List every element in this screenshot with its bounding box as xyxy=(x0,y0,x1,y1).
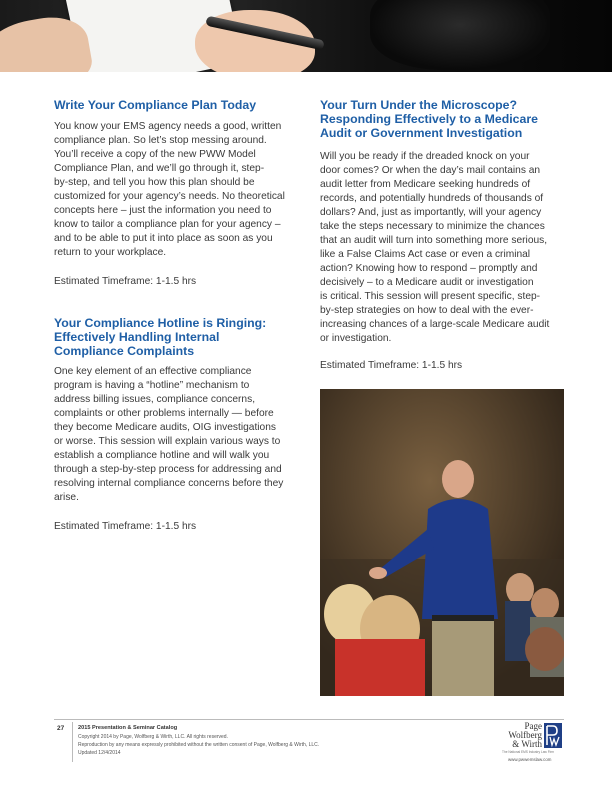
logo-line: Page xyxy=(524,721,542,731)
logo-line: & Wirth xyxy=(512,739,542,749)
body-line: and to be able to put it into place as soon as you xyxy=(54,233,273,244)
body-line: increasing chances of a large-scale Medicare audit xyxy=(320,319,550,330)
chair-shape xyxy=(370,0,550,70)
body-line: dollars? And, just as importantly, will your agency xyxy=(320,207,542,218)
page-number: 27 xyxy=(57,725,65,732)
heading-line: Responding Effectively to a Medicare xyxy=(320,112,538,126)
body-line: decisively – to a Medicare audit or investigation xyxy=(320,277,534,288)
body-line: know to tailor a compliance plan for your agency – xyxy=(54,219,281,230)
body-line: or investigation. xyxy=(320,333,392,344)
body-line: complaints or other problems internally — before xyxy=(54,408,274,419)
body-line: by-step strategies on how to deal with the ever- xyxy=(320,305,534,316)
footer-rule xyxy=(54,719,564,720)
body-line: or worse. This session will explain various ways to xyxy=(54,436,281,447)
logo-monogram xyxy=(544,723,562,748)
seminar-photo-art xyxy=(320,389,564,696)
body-line: audit letter from Medicare seeking hundreds of xyxy=(320,179,531,190)
footer-title: 2015 Presentation & Seminar Catalog xyxy=(78,725,178,731)
body-line: like a False Claims Act case or even a criminal xyxy=(320,249,531,260)
body-line: compliance plan. So let’s stop messing around. xyxy=(54,135,267,146)
body-line: resolving internal compliance concerns before they xyxy=(54,478,284,489)
body-line: take the steps necessary to minimize the chances xyxy=(320,221,545,232)
heading-line: Compliance Complaints xyxy=(54,344,195,358)
header-photo xyxy=(0,0,612,72)
footer-copyright: Copyright 2014 by Page, Wolfberg & Wirth, LLC. All rights reserved. xyxy=(78,734,228,740)
section-heading-microscope xyxy=(320,98,538,140)
body-line: return to your workplace. xyxy=(54,247,167,258)
body-line: door comes? Or when the day’s mail contains an xyxy=(320,165,541,176)
body-line: Compliance Plan, and we’ll go through it, step- xyxy=(54,163,265,174)
section-heading-hotline xyxy=(54,316,266,358)
microscope-body xyxy=(320,150,570,346)
body-line: through a step-by-step process for addressing and xyxy=(54,464,282,475)
footer-reproduction: Reproduction by any means expressly prohibited without the written consent of Page, Wolfberg & Wirth, LLC. xyxy=(78,742,320,748)
monogram-icon xyxy=(544,723,562,748)
body-line: One key element of an effective compliance xyxy=(54,366,252,377)
body-line: is critical. This session will present specific, step- xyxy=(320,291,541,302)
body-line: action? Knowing how to respond – promptly and xyxy=(320,263,538,274)
heading-line: Audit or Government Investigation xyxy=(320,126,523,140)
timeframe: Estimated Timeframe: 1-1.5 hrs xyxy=(320,360,463,371)
body-line: You’ll receive a copy of the new PWW Model xyxy=(54,149,256,160)
heading-line: Your Turn Under the Microscope? xyxy=(320,98,517,112)
body-line: program is having a “hotline” mechanism to xyxy=(54,380,250,391)
body-line: they become Medicare audits, OIG investigations xyxy=(54,422,276,433)
hotline-body xyxy=(54,365,304,505)
logo-line: Wolfberg xyxy=(508,730,542,740)
body-line: by-step, and tell you how this plan should be xyxy=(54,177,255,188)
timeframe: Estimated Timeframe: 1-1.5 hrs xyxy=(54,521,197,532)
body-line: that an audit will turn into something more serious, xyxy=(320,235,548,246)
body-line: establish a compliance hotline and will walk you xyxy=(54,450,270,461)
body-line: You know your EMS agency needs a good, written xyxy=(54,121,282,132)
website-link[interactable]: www.pwwemslaw.com xyxy=(508,757,552,762)
seminar-photo xyxy=(320,389,564,696)
body-line: concepts here – just the information you need to xyxy=(54,205,272,216)
body-line: address billing issues, compliance concerns, xyxy=(54,394,256,405)
body-line: customized for your agency’s needs. No theoretical xyxy=(54,191,285,202)
footer-updated: Updated 12/4/2014 xyxy=(78,750,121,756)
logo-tagline: The National EMS Industry Law Firm xyxy=(502,750,555,754)
section-heading-compliance-plan: Write Your Compliance Plan Today xyxy=(54,98,257,112)
footer-divider xyxy=(72,722,73,762)
body-line: Will you be ready if the dreaded knock on your xyxy=(320,151,530,162)
compliance-plan-body xyxy=(54,120,304,260)
heading-line: Your Compliance Hotline is Ringing: xyxy=(54,316,267,330)
logo-wordmark xyxy=(498,722,542,749)
pww-logo xyxy=(498,722,566,764)
body-line: records, and potentially hundreds of thousands of xyxy=(320,193,544,204)
heading-line: Effectively Handling Internal xyxy=(54,330,220,344)
timeframe: Estimated Timeframe: 1-1.5 hrs xyxy=(54,276,197,287)
body-line: arise. xyxy=(54,492,79,503)
